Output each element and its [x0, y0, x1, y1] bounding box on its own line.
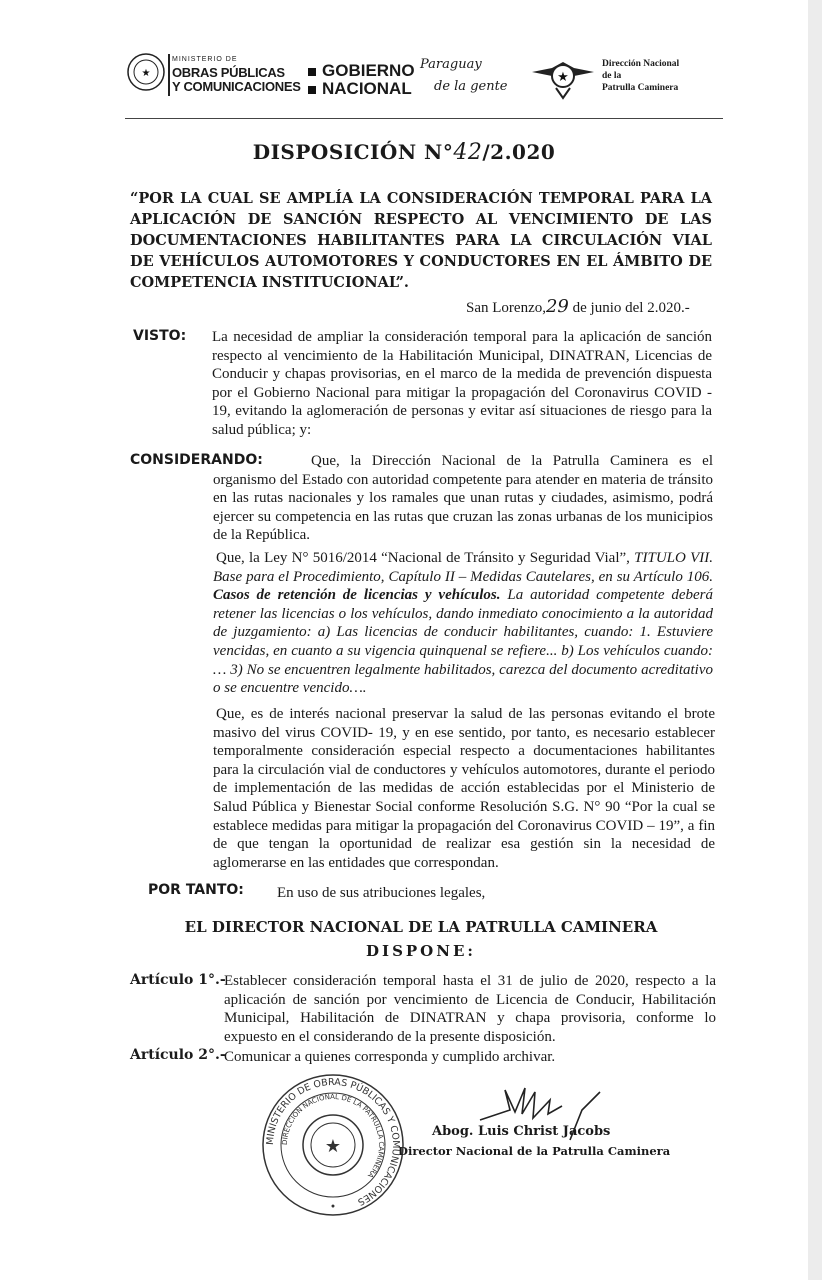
- letterhead: [120, 40, 720, 110]
- paraguay-de-la-gente-logo: Paraguay de la gente: [420, 57, 508, 94]
- visto-text: La necesidad de ampliar la consideración temporal para la aplicación de sanción respecto al vencimiento de la Habilitación Municipal, DINATRAN, Licencias de Conducir y chapas provisorias, en el marco de la medida de prevención dispuesta por el Gobierno Nacional para mitigar la propagación del Coronavirus COVID - 19, evitando la aglomeración de personas y evitar así situaciones de riesgo para la salud pública; y:: [212, 329, 712, 438]
- ministry-divider: [168, 54, 170, 96]
- patrulla-caminera-name: Dirección Nacional de la Patrulla Caminera: [602, 59, 680, 93]
- articulo-1-label: Artículo 1°.-: [130, 972, 226, 988]
- considerando-paragraph-2: Que, la Ley N° 5016/2014 “Nacional de Tránsito y Seguridad Vial”, TITULO VII. Base para el Procedimiento, Capítulo II – Medidas Cautelares, en su Artículo 106. Casos de retención de licencias y vehículos. La autoridad competente deberá retener las licencias o los vehículos, dando inmediato conocimiento a la autoridad de juzgamiento: a) Las licencias de conducir habilitantes, cuando: 1. Estuviere vencidas, en cuanto a su vigencia quinquenal se refiere... b) Los vehículos cuando: … 3) No se encuentren legalmente habilitados, carezca del documento acreditativo o se encuentre vencido….: [213, 550, 714, 697]
- svg-text:DIRECCIÓN NACIONAL DE LA PATRU: DIRECCIÓN NACIONAL DE LA PATRULLA CAMINERA: [280, 1092, 386, 1180]
- paraguay-seal-icon: [126, 52, 166, 92]
- official-stamp-icon: [260, 1072, 406, 1218]
- header-rule: [125, 118, 723, 119]
- signatory-title: Director Nacional de la Patrulla Caminera: [398, 1144, 671, 1158]
- document-subject: “POR LA CUAL SE AMPLÍA LA CONSIDERACIÓN TEMPORAL PARA LA APLICACIÓN DE SANCIÓN RESPECTO AL VENCIMIENTO DE LAS DOCUMENTACIONES HABILITANTES PARA LA CIRCULACIÓN VIAL DE VEHÍCULOS AUTOMOTORES Y CONDUCTORES EN EL ÁMBITO DE COMPETENCIA INSTITUCIONAL”.: [130, 190, 712, 291]
- svg-text:MINISTERIO DE OBRAS PÚBLICAS Y: MINISTERIO DE OBRAS PÚBLICAS Y COMUNICACIONES: [264, 1076, 402, 1208]
- articulo-2-text: Comunicar a quienes corresponda y cumplido archivar.: [224, 1049, 556, 1065]
- handwritten-day: 29: [545, 296, 569, 317]
- considerando-label: CONSIDERANDO:: [130, 452, 263, 468]
- considerando-paragraph-3: Que, es de interés nacional preservar la salud de las personas evitando el brote masivo del virus COVID- 19, y en ese sentido, por tanto, es necesario establecer temporalmente consideración especial respecto a documentaciones habilitantes para la circulación vial de conductores y vehículos automotores, durante el periodo de implementación de las medidas de acción establecidas por el Ministerio de Salud Pública y Bienestar Social conforme Resolución S.G. N° 90 “Por la cual se establece medidas para mitigar la propagación del Coronavirus COVID – 19”, a fin de que tengan la oportunidad de realizar esa gestión sin la necesidad de aglomerarse en las entidades que correspondan.: [213, 706, 715, 871]
- svg-text:●: ●: [330, 1202, 336, 1210]
- ministry-name: OBRAS PÚBLICAS Y COMUNICACIONES: [172, 65, 301, 94]
- patrulla-caminera-emblem-icon: [530, 50, 596, 100]
- document-title: DISPOSICIÓN N°42/2.020: [252, 140, 556, 165]
- ministry-small-text: MINISTERIO DE: [172, 56, 238, 63]
- por-tanto-label: POR TANTO:: [148, 882, 244, 898]
- considerando-paragraph-1: Que, la Dirección Nacional de la Patrulla Caminera es el organismo del Estado con autoridad competente para atender en materia de tránsito en las rutas nacionales y los ramales que unan rutas y ciudades, asimismo, podrá ejercer su competencia en las rutas que cruzan las zonas urbanas de los municipios de la República.: [213, 453, 713, 544]
- dispone-heading: DISPONE:: [366, 942, 476, 960]
- scan-edge: [808, 0, 822, 1280]
- svg-text:★: ★: [324, 1136, 342, 1157]
- articulo-1-text: Establecer consideración temporal hasta el 31 de julio de 2020, respecto a la aplicación de sanción por vencimiento de Licencia de Conducir, Habilitación Municipal, Habilitación de DINATRAN y chapa provisoria, conforme lo expuesto en el considerando de la presente disposición.: [224, 973, 716, 1045]
- visto-label: VISTO:: [133, 328, 187, 344]
- svg-text:★: ★: [141, 68, 151, 79]
- director-heading: EL DIRECTOR NACIONAL DE LA PATRULLA CAMINERA: [184, 918, 658, 936]
- signatory-name: Abog. Luis Christ Jacobs: [432, 1124, 611, 1139]
- disposition-number: 42: [453, 140, 483, 165]
- svg-text:★: ★: [557, 70, 569, 85]
- document-date: San Lorenzo,29 de junio del 2.020.-: [466, 296, 690, 317]
- articulo-2-label: Artículo 2°.-: [130, 1047, 226, 1063]
- por-tanto-text: En uso de sus atribuciones legales,: [277, 885, 486, 901]
- gobierno-nacional-logo: GOBIERNO NACIONAL: [308, 62, 415, 98]
